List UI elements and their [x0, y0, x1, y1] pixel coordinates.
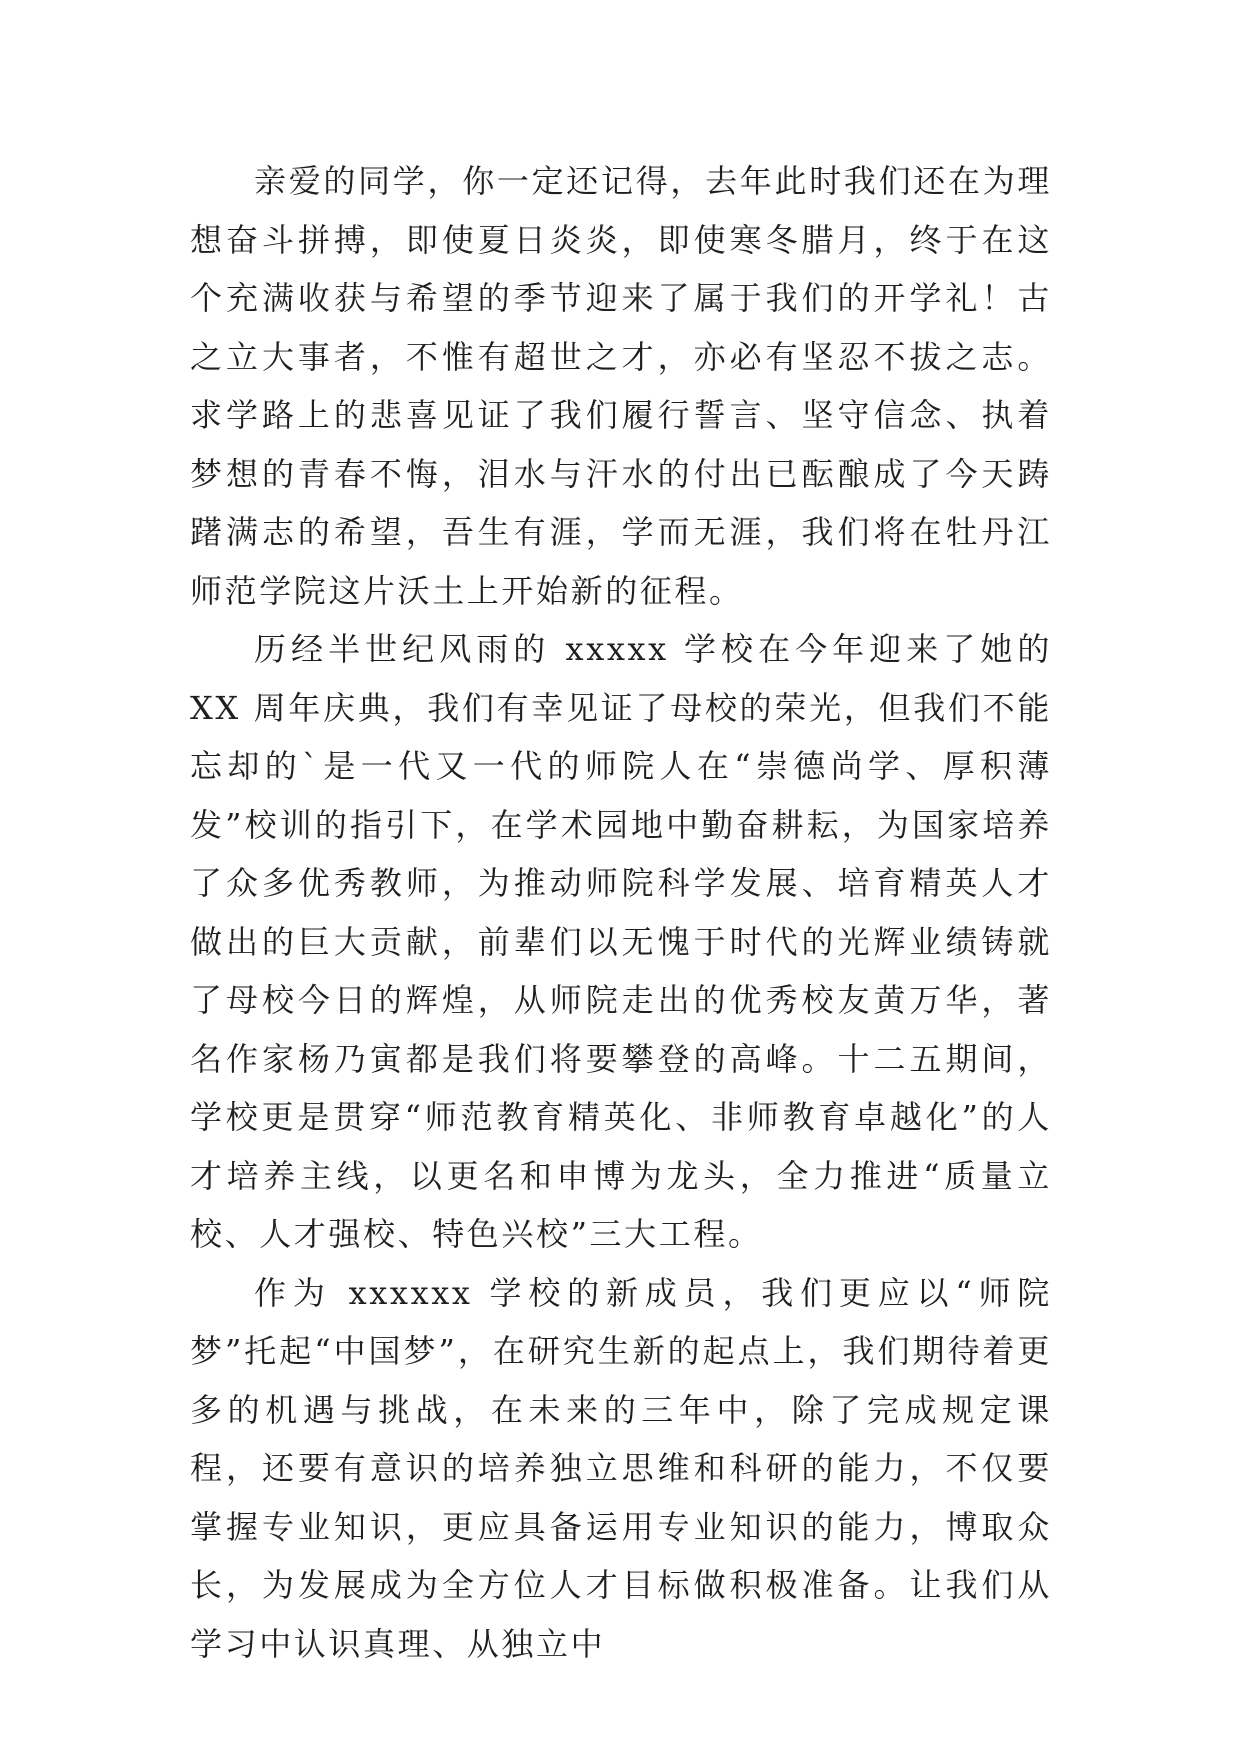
paragraph-3: 作为 xxxxxx 学校的新成员，我们更应以“师院梦”托起“中国梦”，在研究生新的起点上，我们期待着更多的机遇与挑战，在未来的三年中，除了完成规定课程，还要有意识的培养独立思维和科研的能力，不仅要掌握专业知识，更应具备运用专业知识的能力，博取众长，为发展成为全方位人才目标做积极准备。让我们从学习中认识真理、从独立中: [190, 1273, 1052, 1663]
document-body: [190, 152, 1052, 1673]
paragraph-1: 亲爱的同学，你一定还记得，去年此时我们还在为理想奋斗拼搏，即使夏日炎炎，即使寒冬腊月，终于在这个充满收获与希望的季节迎来了属于我们的开学礼！古之立大事者，不惟有超世之才，亦必有坚忍不拔之志。求学路上的悲喜见证了我们履行誓言、坚守信念、执着梦想的青春不悔，泪水与汗水的付出已酝酿成了今天踌躇满志的希望，吾生有涯，学而无涯，我们将在牡丹江师范学院这片沃土上开始新的征程。: [190, 162, 1052, 610]
paragraph-2: 历经半世纪风雨的 xxxxx 学校在今年迎来了她的 XX 周年庆典，我们有幸见证了母校的荣光，但我们不能忘却的`是一代又一代的师院人在“崇德尚学、厚积薄发”校训的指引下，在学术园地中勤奋耕耘，为国家培养了众多优秀教师，为推动师院科学发展、培育精英人才做出的巨大贡献，前辈们以无愧于时代的光辉业绩铸就了母校今日的辉煌，从师院走出的优秀校友黄万华，著名作家杨乃寅都是我们将要攀登的高峰。十二五期间，学校更是贯穿“师范教育精英化、非师教育卓越化”的人才培养主线，以更名和申博为龙头，全力推进“质量立校、人才强校、特色兴校”三大工程。: [190, 630, 1052, 1253]
